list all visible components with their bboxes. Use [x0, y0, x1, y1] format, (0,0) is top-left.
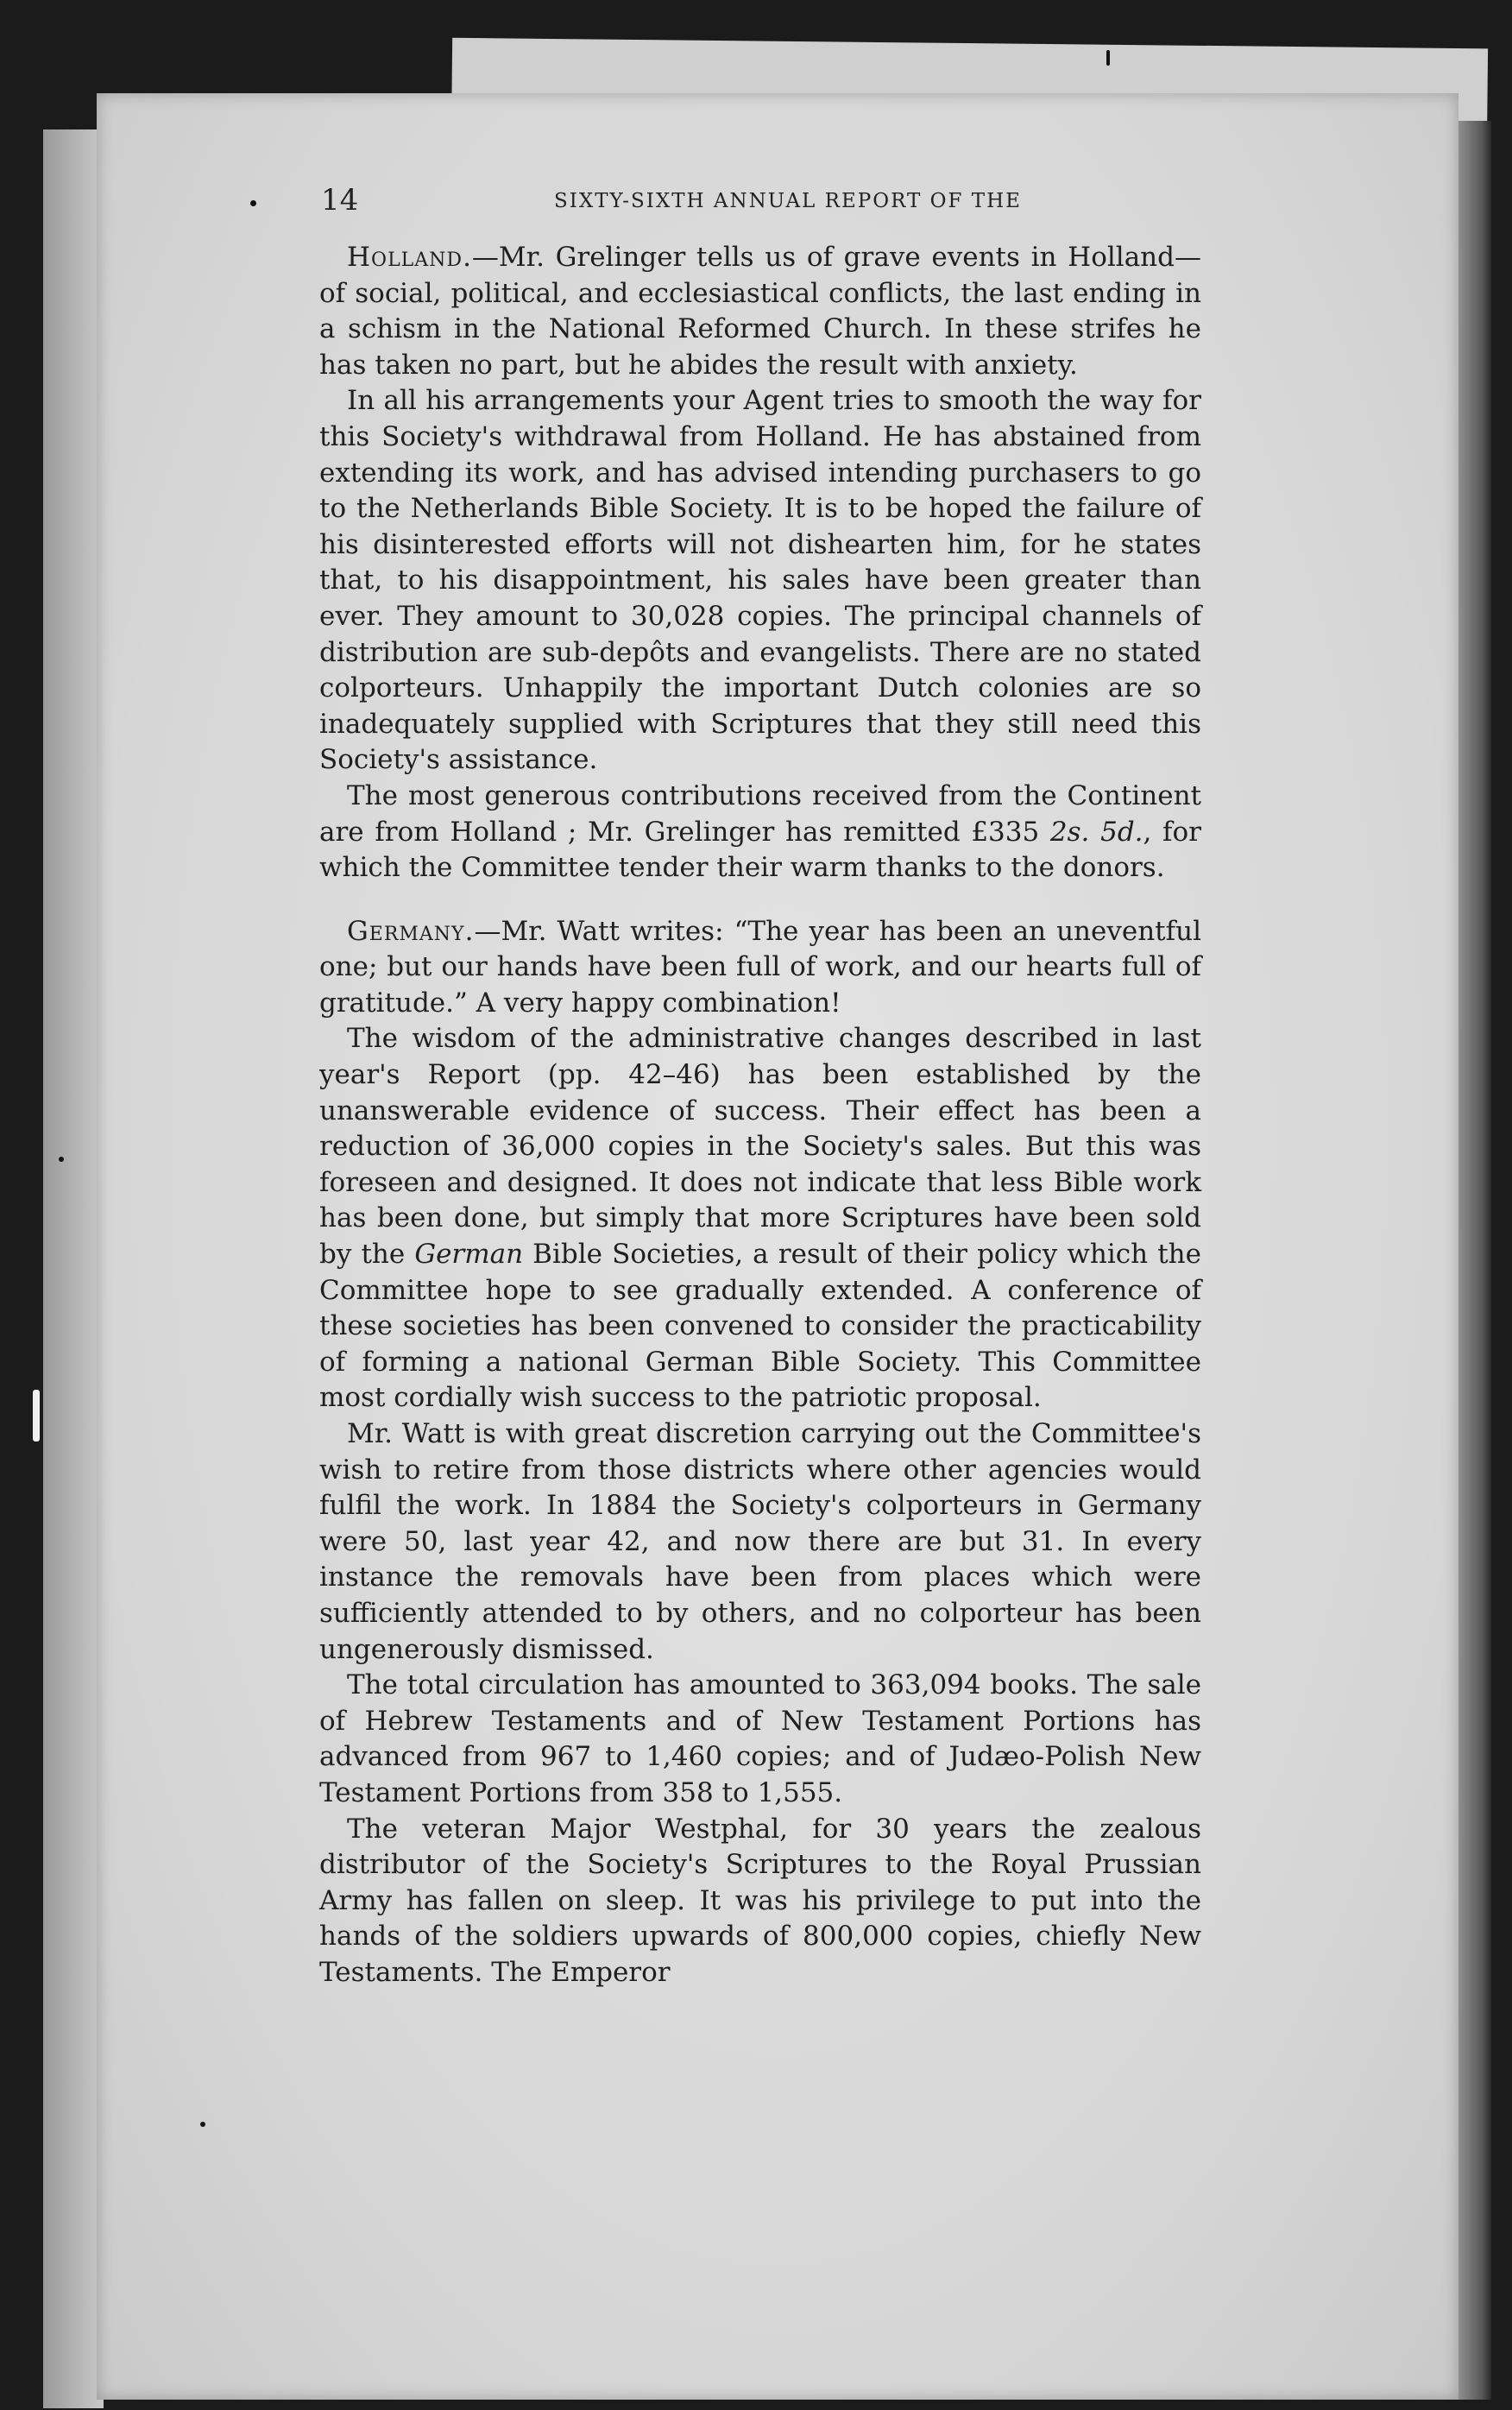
paragraph-text: Bible Societies, a result of their policy which the Committee hope to see gradually extended. A conference of these societies has been convened to consider the practicability of forming a national German Bible Society. This Committee most cordially wish success to the patriotic proposal.	[319, 1239, 1201, 1414]
paragraph: Mr. Watt is with great discretion carrying out the Committee's wish to retire from those districts where other agencies would fulfil the work. In 1884 the Society's colporteurs in Germany were 50, last year 42, and now there are but 31. In every instance the removals have been from places which were sufficiently attended to by others, and no colporteur has been ungenerously dismissed.	[319, 1418, 1201, 1665]
paragraph-germany-intro	[319, 914, 1201, 1022]
body-text	[319, 240, 1201, 1991]
ink-speck	[59, 1157, 64, 1162]
paragraph-holland-intro	[319, 240, 1201, 383]
section-heading-holland: Holland.	[347, 242, 472, 273]
section-heading-germany: Germany.	[347, 915, 475, 947]
amount-pence: 5d.	[1100, 816, 1143, 848]
paragraph-text: —Mr. Grelinger tells us of grave events in Holland—of social, political, and ecclesiastical conflicts, the last ending in a schism in the National Reformed Church. In these strifes he has taken no part, but he abides the result with anxiety.	[319, 242, 1201, 381]
paragraph: The total circulation has amounted to 363,094 books. The sale of Hebrew Testaments and of New Testament Portions has advanced from 967 to 1,460 copies; and of Judæo-Polish New Testament Portions from 358 to 1,555.	[319, 1669, 1201, 1808]
paragraph-text: —Mr. Watt writes: “The year has been an uneventful one; but our hands have been full of work, and our hearts full of gratitude.” A very happy combination!	[319, 915, 1201, 1019]
amount-gap	[1089, 817, 1100, 848]
page-number: 14	[321, 183, 359, 218]
ink-speck	[200, 2122, 205, 2127]
emphasis-german: German	[414, 1239, 524, 1271]
running-title: SIXTY-SIXTH ANNUAL REPORT OF THE	[554, 190, 1022, 212]
amount-shillings: 2s.	[1049, 816, 1090, 848]
paragraph-text: The wisdom of the administrative changes described in last year's Report (pp. 42–46) has been established by the unanswerable evidence of success. Their effect has been a reduction of 36,000 copies in the Society's sales. But this was foreseen and designed. It does not indicate that less Bible work has been done, but simply that more Scriptures have been sold by the	[319, 1023, 1201, 1271]
paragraph-text: , for which the Committee tender their warm thanks to the donors.	[319, 816, 1202, 884]
paragraph-administrative-changes	[319, 1021, 1201, 1416]
paragraph-contributions	[319, 779, 1201, 886]
paragraph: The veteran Major Westphal, for 30 years the zealous distributor of the Society's Scriptures to the Royal Prussian Army has fallen on sleep. It was his privilege to put into the hands of the soldiers upwards of 800,000 copies, chiefly New Testaments. The Emperor	[319, 1813, 1201, 1988]
ink-speck	[1106, 50, 1110, 66]
page-header	[321, 183, 1193, 226]
ink-speck	[250, 200, 256, 206]
paragraph-text: The most generous contributions received from the Continent are from Holland ; Mr. Grelinger has remitted £335	[319, 779, 1201, 848]
right-page-edge	[1458, 121, 1491, 2400]
ink-speck	[33, 1390, 40, 1442]
paragraph: In all his arrangements your Agent tries to smooth the way for this Society's withdrawal from Holland. He has abstained from extending its work, and has advised intending purchasers to go to the Netherlands Bible Society. It is to be hoped the failure of his disinterested efforts will not dishearten him, for he states that, to his disappointment, his sales have been greater than ever. They amount to 30,028 copies. The principal channels of distribution are sub-depôts and evangelists. There are no stated colporteurs. Unhappily the important Dutch colonies are so inadequately supplied with Scriptures that they still need this Society's assistance.	[319, 385, 1201, 776]
left-page-edge	[43, 129, 104, 2408]
